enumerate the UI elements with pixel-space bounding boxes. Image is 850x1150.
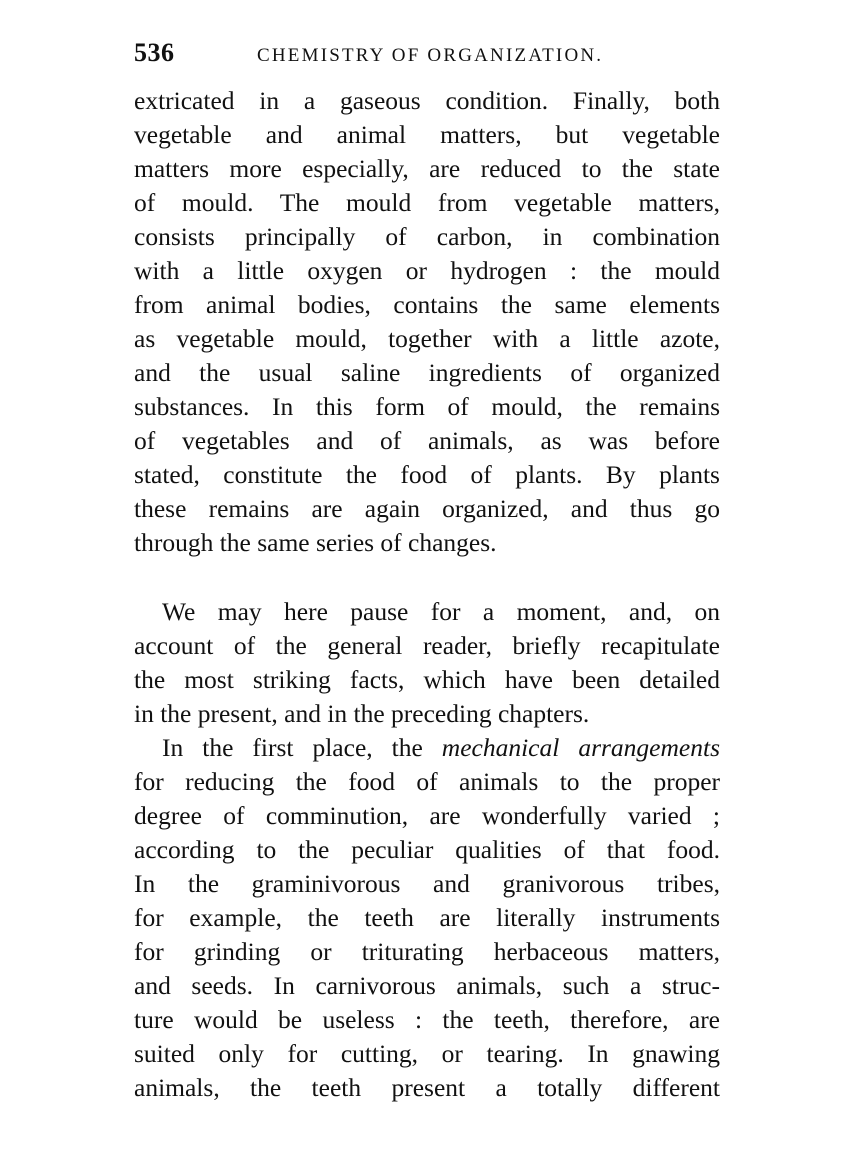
page-header bbox=[134, 38, 724, 78]
text-line: for grinding or triturating herbaceous matters, bbox=[134, 937, 720, 966]
page-number: 536 bbox=[134, 38, 175, 67]
text-line: In the graminivorous and granivorous tribes, bbox=[134, 869, 720, 898]
text-line: the most striking facts, which have been detailed bbox=[134, 665, 720, 694]
text-line: as vegetable mould, together with a little azote, bbox=[134, 324, 720, 353]
text-line: stated, constitute the food of plants. By plants bbox=[134, 460, 720, 489]
text-line: from animal bodies, contains the same elements bbox=[134, 290, 720, 319]
text-line: vegetable and animal matters, but vegetable bbox=[134, 120, 720, 149]
text-line: with a little oxygen or hydrogen : the mould bbox=[134, 256, 720, 285]
text-line: in the present, and in the preceding chapters. bbox=[134, 699, 590, 728]
text-line: animals, the teeth present a totally different bbox=[134, 1073, 720, 1102]
text-line: suited only for cutting, or tearing. In gnawing bbox=[134, 1039, 720, 1068]
text-line: and the usual saline ingredients of organized bbox=[134, 358, 720, 387]
paragraph-2 bbox=[134, 595, 720, 1105]
text-line: substances. In this form of mould, the remains bbox=[134, 392, 720, 421]
text-line: account of the general reader, briefly recapitulate bbox=[134, 631, 720, 660]
paragraph-1 bbox=[134, 84, 720, 560]
text-line: ture would be useless : the teeth, therefore, are bbox=[134, 1005, 720, 1034]
text-line: for reducing the food of animals to the proper bbox=[134, 767, 720, 796]
text-line: these remains are again organized, and thus go bbox=[134, 494, 720, 523]
text-line: for example, the teeth are literally instruments bbox=[134, 903, 720, 932]
text-line: and seeds. In carnivorous animals, such a struc- bbox=[134, 971, 720, 1000]
running-title: CHEMISTRY OF ORGANIZATION. bbox=[257, 45, 604, 66]
text-line: extricated in a gaseous condition. Finally, both bbox=[134, 86, 720, 115]
text-line: consists principally of carbon, in combination bbox=[134, 222, 720, 251]
text-line: degree of comminution, are wonderfully varied ; bbox=[134, 801, 720, 830]
text-line: of mould. The mould from vegetable matters, bbox=[134, 188, 720, 217]
text-line: matters more especially, are reduced to the state bbox=[134, 154, 720, 183]
text-line: of vegetables and of animals, as was before bbox=[134, 426, 720, 455]
italic-phrase: mechanical arrangements bbox=[441, 733, 720, 762]
text-line bbox=[134, 731, 720, 765]
text-line: according to the peculiar qualities of that food. bbox=[134, 835, 720, 864]
text-run: In the first place, the bbox=[162, 733, 442, 762]
text-line: through the same series of changes. bbox=[134, 528, 497, 557]
text-line: We may here pause for a moment, and, on bbox=[162, 597, 720, 626]
